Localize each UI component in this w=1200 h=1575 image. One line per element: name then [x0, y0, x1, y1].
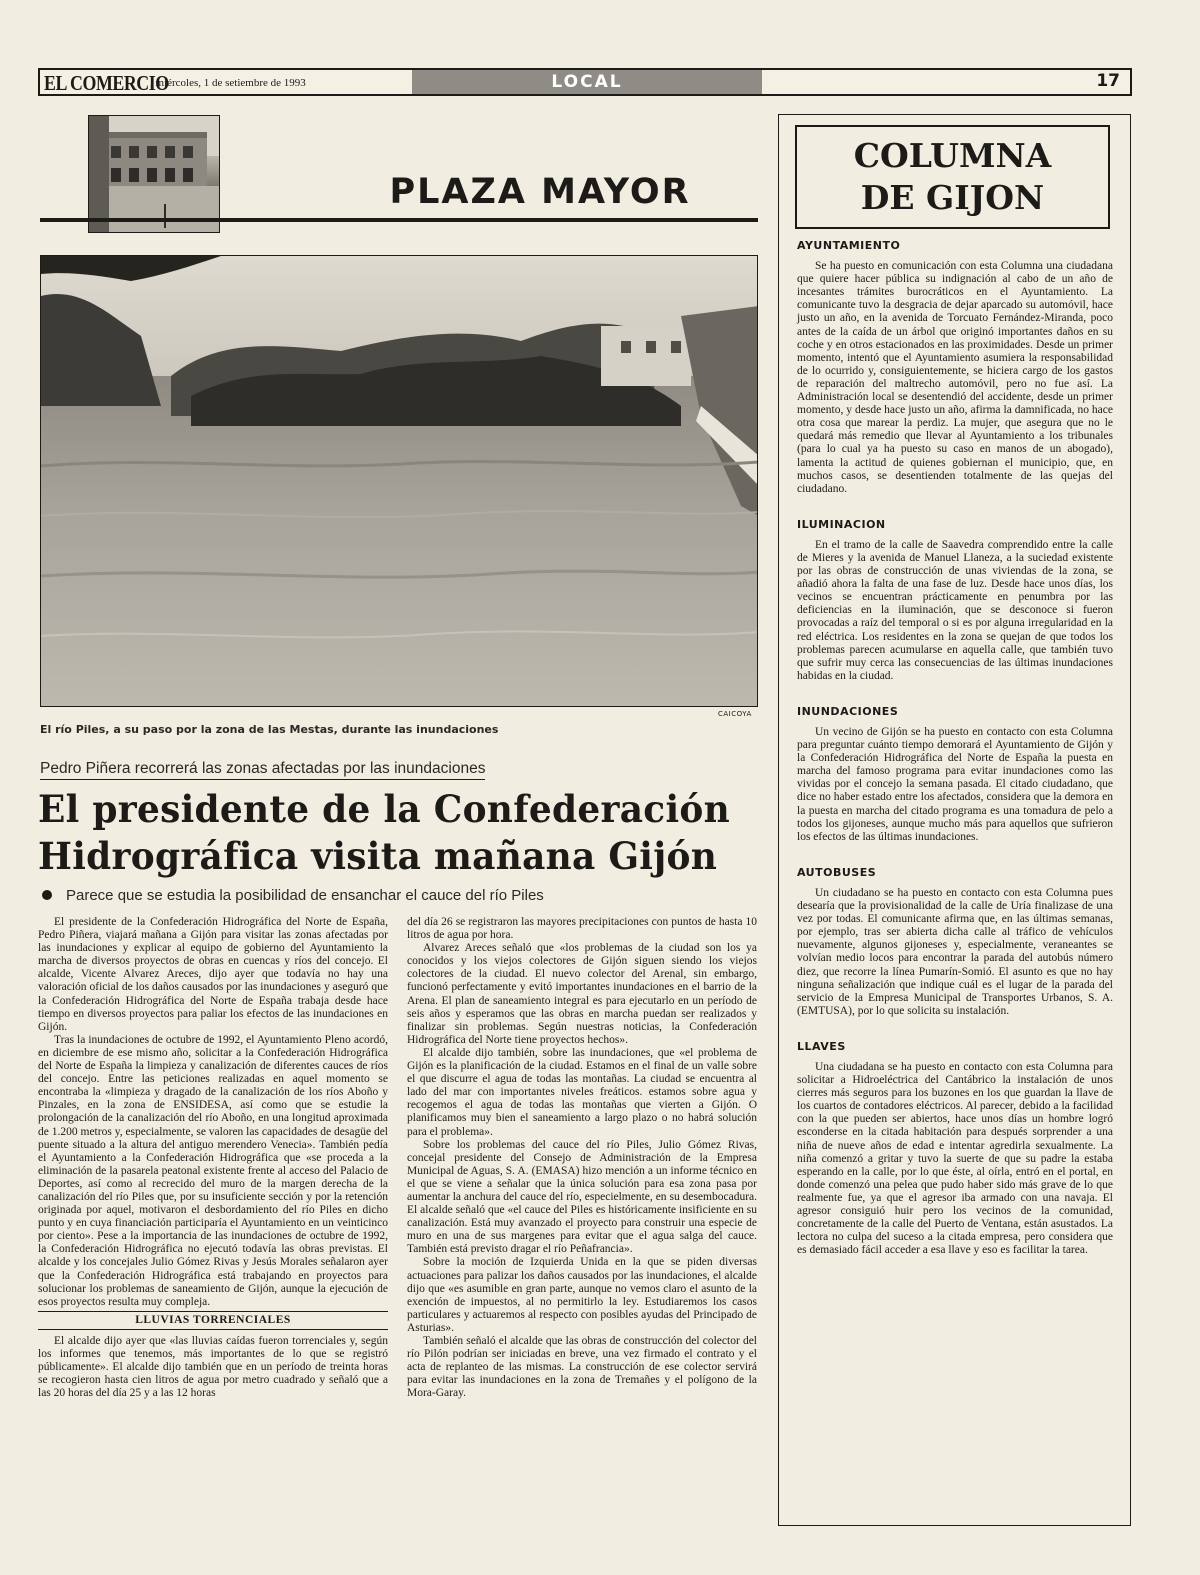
section-text: Un vecino de Gijón se ha puesto en contacto con esta Columna para preguntar cuánto tiempo demorará el Ayuntamiento de Gijón y la Confederación Hidrográfica del Norte de España la puesta en marcha del famoso programa para evitar inundaciones como las vividas por el concejo la semana pasada. El citado ciudadano, que dice no haber estado entre los afectados, considera que la demora en la puesta en marcha del citado programa es una tomadura de pelo a todos los gijoneses, aunque mucho más para aquellos que sufrieron los efectos de las últimas inundaciones. — [797, 726, 1113, 843]
section-heading: AUTOBUSES — [797, 865, 877, 879]
bullet-icon — [42, 890, 52, 900]
article-headline: El presidente de la Confederación Hidrográfica visita mañana Gijón — [38, 787, 730, 878]
photo-credit: CAICOYA — [718, 710, 752, 718]
issue-date: , miércoles, 1 de setiembre de 1993 — [150, 77, 306, 89]
paragraph: El alcalde dijo también, sobre las inundaciones, que «el problema de Gijón es la planificación de la ciudad. Estamos en el final de un valle sobre el que discurre el agua de todas las montañas. La ciudad se encuentra al lado del mar con importantes niveles freáticos. estamos sobre agua y recogemos el agua de todas las montañas que vierten a Gijón. O planificamos muy bien el saneamiento a largo plazo o no habrá solución para el problema». — [407, 1046, 757, 1138]
section-heading: INUNDACIONES — [797, 704, 899, 718]
section-text: En el tramo de la calle de Saavedra comprendido entre la calle de Mieres y la avenida de Manuel Llaneza, a la suciedad existente por las obras de construcción de unas viviendas de la zona, se añadió ahora la falta de una fase de luz. Desde hace unos días, los vecinos se encuentran prácticamente en penumbra por las deficiencias en la iluminación, que se desconoce si fueron provocadas a raíz del temporal o si es por alguna irregularidad en la red eléctrica. Los residentes en la zona se quejan de que todos los problemas parecen acumularse en aquella calle, que también tuvo que sufrir muy cerca las consecuencias de las últimas inundaciones habidas en la ciudad. — [797, 538, 1113, 682]
article-column-2 — [407, 916, 757, 1400]
masthead — [38, 68, 1132, 96]
photo-caption: El río Piles, a su paso por la zona de las Mestas, durante las inundaciones — [40, 723, 499, 736]
paragraph: El presidente de la Confederación Hidrográfica del Norte de España, Pedro Piñera, viajará mañana a Gijón para visitar las zonas afectadas por las inundaciones y explicar al equipo de gobierno del Ayuntamiento la marcha de diversos proyectos de obras en cuencas y ríos del concejo. El alcalde, Vicente Alvarez Areces, dijo ayer que todavía no hay una valoración oficial de los daños causados por las inundaciones y aseguró que la Confederación Hidrográfica del Norte de España trabaja desde hace tiempo en diversos proyectos para paliar los efectos de las inundaciones en Gijón. — [38, 916, 388, 1033]
section-text: Se ha puesto en comunicación con esta Columna una ciudadana que quiere hacer pública su indignación al cabo de un año de incesantes trámites burocráticos en el Ayuntamiento. La comunicante tuvo la desgracia de dejar aparcado su automóvil, hace justo un año, en la avenida de Torcuato Fernández-Miranda, poco antes de la caída de un árbol que originó importantes daños en su coche y en otros estacionados en las proximidades. Desde un primer momento, intentó que el Ayuntamiento asumiera la responsabilidad de lo ocurrido y, consiguientemente, se hiciera cargo de los gastos de reparación del maltrecho automóvil, pero no fue así. La Administración local se desentendió del accidente, desde un primer momento, y desde hace justo un año, afirma la damnificada, no hace otra cosa que marear la perdiz. La mujer, que asegura que no le quedará más remedio que llevar al Ayuntamiento a los tribunales (para lo cual ya ha puesto su caso en manos de un abogado), lamenta la actitud de quienes gobiernan el municipio, que, en muchos casos, se desentienden totalmente de las quejas del ciudadano. — [797, 260, 1113, 495]
paragraph: Sobre los problemas del cauce del río Piles, Julio Gómez Rivas, concejal presidente del Consejo de Administración de la Empresa Municipal de Aguas, S. A. (EMASA) hizo mención a un informe técnico en el que se viene a señalar que la única solución para esa zona pasa por aumentar la anchura del cauce del río, especielmente, en su desembocadura. El alcalde señaló que «el cauce del Piles es históricamente insificiente en su canalización. Está muy avanzado el proyecto para construir una especie de muro en una de sus margenes para evitar que el agua salga del cauce. También está previsto dragar el río Peñafrancia». — [407, 1138, 757, 1256]
paragraph: del día 26 se registraron las mayores precipitaciones con puntos de hasta 10 litros de agua por hora. — [407, 916, 757, 942]
columna-de-gijon — [778, 114, 1131, 1526]
plaza-mayor-rule — [40, 218, 758, 222]
article-column-1 — [38, 916, 388, 1400]
column-title — [795, 125, 1110, 229]
section-text: Una ciudadana se ha puesto en contacto con esta Columna para solicitar a Hidroeléctrica del Cantábrico la instalación de unos cierres más seguros para los buzones en los que guardan la llave de los cuartos de contadores eléctricos. Al parecer, debido a la facilidad con la que pueden ser abiertos, hace unos días un hombre logró esconderse en la citada habitación para después sorprender a una niña de nueve años de edad e intentar agredirla sexualmente. La niña comenzó a gritar y tuvo la suerte de que su padre la estaba esperando en la calle, por lo que éste, al oírla, entró en el portal, en donde comenzó una pelea que pudo haber sido más grave de lo que realmente fue, ya que el agresor iba armado con una navaja. El agresor consiguió huir pero los vecinos de la comunidad, concretamente de la calle del Puerto de Ventana, están asustados. La lectora no culpa del suceso a la citada empresa, pero considera que es demasiado fácil acceder a esa llave y eso es facilitar la tarea. — [797, 1060, 1113, 1257]
section-text: Un ciudadano se ha puesto en contacto con esta Columna pues desearía que la provisionalidad de la calle de Uría finalizase de una vez por todas. El comunicante afirma que, en las últimas semanas, por ejemplo, tras ser abierta dicha calle al tráfico de vehículos nuevamente, algunos gijoneses y, especialmente, veraneantes se volvían medio locos para encontrar la parada del autobús número diez, que recorre la línea Pumarín-Somió. El asunto es que no hay ninguna señalización que indique cuál es el lugar de la parada del servicio de la Empresa Municipal de Transportes Urbanos, S. A. (EMTUSA), por lo que solicita su instalación. — [797, 886, 1113, 1017]
section-heading: AYUNTAMIENTO — [797, 239, 901, 252]
paragraph: También señaló el alcalde que las obras de construcción del colector del río Pilón podrían ser iniciadas en breve, una vez firmado el contrato y el acta de replanteo de las mismas. La construcción de ese colector servirá para evitar las inundaciones en la zona de Tremañes y el polígono de la Mora-Garay. — [407, 1335, 757, 1400]
section-heading: ILUMINACION — [797, 517, 886, 531]
column-title-line-2: DE GIJON — [860, 178, 1045, 217]
page-number: 17 — [1096, 71, 1120, 91]
paragraph: El alcalde dijo ayer que «las lluvias caídas fueron torrenciales y, según los informes que tenemos, más importantes de lo que se registró públicamente». El alcalde dijo también que en un período de treinta horas se recogieron hasta cien litros de agua por metro cuadrado y señaló que a las 20 horas del día 25 y a las 12 horas — [38, 1334, 388, 1400]
plaza-mayor-thumbnail — [88, 115, 220, 233]
paragraph: Alvarez Areces señaló que «los problemas de la ciudad son los ya conocidos y los viejos colectores de Gijón siguen siendo los viejos colectores de la ciudad. El nuevo colector del Arenal, sin embargo, funcionó perfectamente y evitó importantes inundaciones en el barrio de la Arena. El plan de saneamiento integral es para ejecutarlo en un período de seis años y esperamos que las obras en marcha puedan ser realizados y finalizar sin problemas. Según nuestras noticias, la Confederación Hidrográfica del Norte tiene proyectos hechos». — [407, 942, 757, 1046]
section-heading: LLAVES — [797, 1039, 846, 1053]
paragraph: Tras la inundaciones de octubre de 1992, el Ayuntamiento Pleno acordó, en diciembre de ese mismo año, solicitar a la Confederación Hidrográfica del Norte de España la limpieza y canalización de diferentes cauces de ríos del concejo. Entre las peticiones realizadas en aquel momento se encontraba la «limpieza y dragado de la canalización de los ríos Aboño y Pinzales, en la zona de ENSIDESA, así como que se estudie la prolongación de la canalización del río Aboño, en una longitud aproximada de 1.200 metros y, especialmente, se valoren las capacidades de desagüe del puente situado a la altura del antiguo merendero Venecia». También pedía el Ayuntamiento a la Confederación Hidrográfica que «se proceda a la eliminación de la pasarela peatonal existente frente al acceso del Palacio de Deportes, así como al recrecido del muro de la margen derecha de la canalización del río Piles que, por su insuficiente sección y por la retención originada por aquel, motivaron el desbordamiento del río Piles en dicho punto y en cuya financiación participaría el Ayuntamiento en un veinticinco por ciento». Pese a la importancia de las inundaciones de octubre de 1992, la Confederación Hidrográfica no ejecutó todavía las obras previstas. El alcalde y los concejales Julio Gómez Rivas y Jesús Morales señalaron ayer que la Confederación Hidrográfica está trabajando en proyectos para solucionar los problemas de saneamiento de Gijón, aunque la ejecución de esos proyectos resulta muy compleja. — [38, 1033, 388, 1308]
subhead-text: Parece que se estudia la posibilidad de ensanchar el cauce del río Piles — [66, 887, 544, 904]
article-kicker: Pedro Piñera recorrerá las zonas afectadas por las inundaciones — [40, 760, 485, 780]
column-title-line-1: COLUMNA — [853, 136, 1052, 175]
flood-photo — [40, 255, 758, 707]
plaza-mayor-title: PLAZA MAYOR — [389, 172, 691, 212]
section-label: LOCAL — [412, 70, 762, 94]
paragraph: Sobre la moción de Izquierda Unida en la que se piden diversas actuaciones para palizar los daños causados por las inundaciones, el alcalde dijo que «es asumible en gran parte, aunque no vemos claro el asunto de la exención de impuestos, al no permitirlo la ley. Estudiaremos los casos particulares y actuaremos al respecto con posibles ayudas del Principado de Asturias». — [407, 1256, 757, 1334]
column-body — [797, 239, 1113, 1279]
newspaper-name: EL COMERCIO — [44, 71, 169, 95]
subsection-heading: LLUVIAS TORRENCIALES — [38, 1311, 388, 1330]
article-subhead — [42, 887, 544, 904]
